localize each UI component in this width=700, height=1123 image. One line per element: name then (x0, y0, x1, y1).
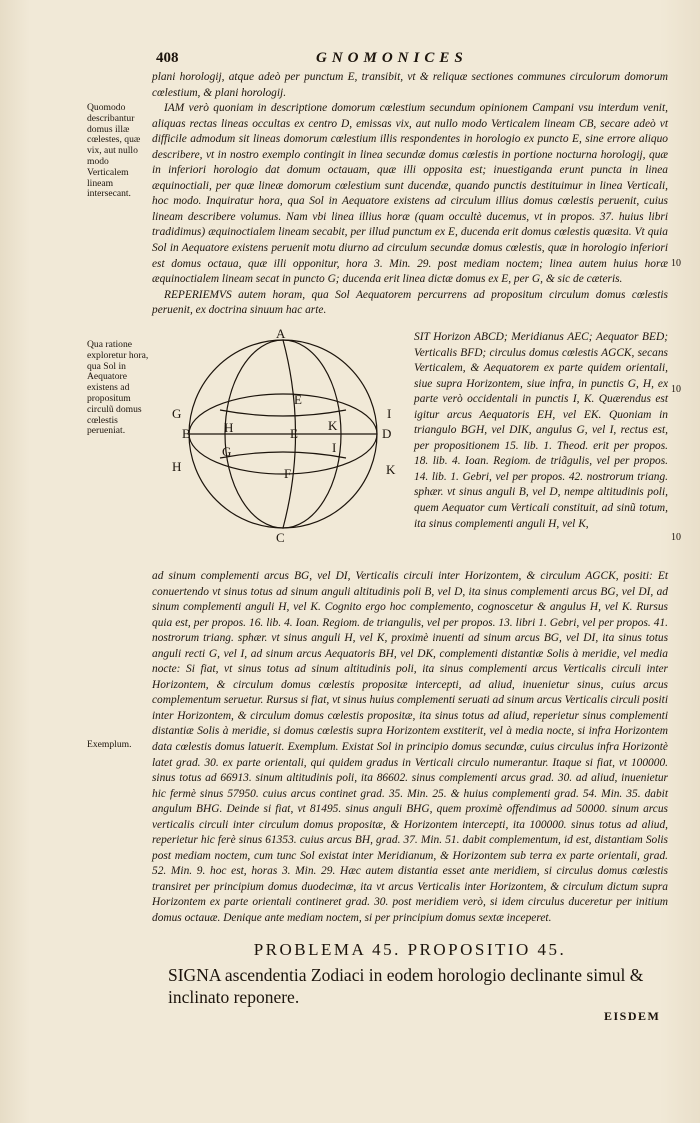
label-e-upper: E (294, 392, 302, 407)
lower-arc (220, 452, 346, 458)
paragraph-2: IAM verò quoniam in descriptione domorum cœlestium secundum opinionem Campani vsu interdum venit, aliquas rectas lineas occultas ex centro D, emissas vix, aut nullo modo Verticalem lineam CB, secare adeò vt difficile admodum sit lineas domorum cœlestium illis respondentes in horologio ex puncto E, sine errore aliquo describere, vt in nostro exemplo contingit in linea secundæ domus cœlestis in portione nocturna horologij, quæ in inferiori horologio dat domum octauam, quæ illi opposita est; inuestiganda erunt puncta in linea æquinoctiali, per quæ lineæ domorum cœlestium sunt ducendæ, quando punctis destituimur in linea Verticali, hoc modo. Inquiratur hora, qua Sol in Aequatore existens ad circulum illius domus cœlestis peruenit, cuius lineam describere volumus. Nam vbi linea illius horæ (quam occultè ducemus, vt in propos. 37. huius libri tradidimus) æquinoctialem lineam secabit, per illud punctum ex E, ducenda erit domus cœlestis quæsita. Vt quia Sol in Aequatore existens peruenit motu diurno ad circulum secundæ domus cœlestis, quæ in horologio inferiori est domus octaua, quæ illi opponitur, hora 3. Min. 29. post mediam noctem; linea autem huius horæ æquinoctialem lineam secat in puncto G; ducenda erit linea dictæ domus ex E, per G, & sic de cæteris. (152, 102, 668, 286)
running-title: GNOMONICES (316, 50, 468, 66)
page-header (156, 50, 676, 70)
problem-title: PROBLEMA 45. PROPOSITIO 45. (253, 940, 567, 959)
label-i-outer: I (387, 406, 392, 421)
margin-note-2: Qua ratione exploretur hora, qua Sol in Aequatore existens ad propositum circulũ domus cœlestis perueniat. (87, 339, 149, 437)
right-margin-mark-1: 10 (671, 258, 681, 269)
label-d: D (382, 426, 392, 441)
label-a: A (276, 326, 286, 341)
label-i-inner: I (332, 440, 337, 455)
label-k-inner: K (328, 418, 338, 433)
sphere-diagram (158, 326, 408, 546)
paragraph-3: REPERIEMVS autem horam, qua Sol Aequatorem percurrens ad propositum circulum domus cœlestis peruenit, ex doctrina sinuum hac arte. (152, 288, 668, 317)
signa-text: SIGNA ascendentia Zodiaci in eodem horologio declinante simul & inclinato reponere. (168, 965, 644, 1007)
label-g-inner: G (222, 444, 232, 459)
right-column-text: SIT Horizon ABCD; Meridianus AEC; Aequator BED; Verticalis BFD; circulus domus cœlestis AGCK, secans Verticalem, & Aequatorem ex parte quidem orientali, siue supra Horizontem, siue infra, in punctis G, H, ex parte verò occidentali in punctis I, K. Quærendus est igitur arcus Aequatoris EH, vel EK. Quoniam in triangulo BGH, vel DIK, angulus G, vel I, rectus est, per propositionem 15. lib. 1. Theod. erit per propos. 18. lib. 4. Ioan. Regiom. de triãgulis, vel per propos. 14. lib. 1. Gebri, vel per propos. 42. nostrorum triang. sphær. vt sinus anguli B, vel D, nempe altitudinis poli, quem Aequator cum Verticali constituit, ad sinũ totum, ita sinus complementi anguli H, vel K, (414, 331, 668, 530)
continuation-text: ad sinum complementi arcus BG, vel DI, Verticalis circuli inter Horizontem, & circulum AGCK, positi: Et conuertendo vt sinus totus ad sinum anguli altitudinis poli B, vel D, ita sinus complementi arcus BG, vel DI, ad sinum complementi anguli H, vel K. Cognito ergo hoc complemento, cognoscetur & angulus H, vel K. Rursus quia est, per propos. 16. lib. 4. Ioan. Regiom. de triangulis, vel per propos. 13. libri 1. Gebri, vel per propos. 41. nostrorum triang. sphær. vt sinus anguli H, vel K, proximè inuenti ad sinum arcus BG, vel DI, ita sinus totus anguli recti G, vel I, ad sinum arcus Aequatoris BH, vel DK, complementi distantiæ Solis à meridie, vel media nocte: Si fiat, vt sinus totus ad sinum altitudinis poli, ita sinus complementi arcus Verticalis circuli inter Horizontem, & circulum domus cœlestis propositæ intercepti, ad aliud, inuenietur sinus, cuius arcus complementum seruetur. Rursus si fiat, vt sinus huius complementi seruati ad sinum arcus Verticalis circuli positi inter Horizontem, & circulum domus cœlestis propositæ, ita sinus totus ad aliud, reperietur sinus complementi distantiæ Solis à meridie, si domus cœlestis supra Horizontem exstiterit, vel à media nocte, si infra Horizontem data cœlestis domus latuerit. Exemplum. Existat Sol in principio domus secundæ, cuius circulus infra Horizontè latet grad. 30. ex parte orientali, qui quidem gradus in Verticali circulo numerantur. Itaque si fiat, vt 100000. sinus totus ad 66913. sinum altitudinis poli, ita 86602. sinus complementi arcus grad. 30. ad aliud, inuenietur hic fermè sinus 57950. cuius arcus continet grad. 35. Min. 25. & huius complementi grad. 54. Min. 35. dabit angulum BHG. Deinde si fiat, vt 81495. sinus anguli BHG, quem proximè offendimus ad 50000. sinum arcus verticalis circuli inter circulum domus propositæ, & Horizontem intercepti, ita 100000. sinus totus ad aliud, reperietur hic ferè sinus 61353. cuius arcus BH, grad. 37. Min. 51. dabit complementum, id est, distantiam Solis post mediam noctem, cum tunc Sol existat inter Meridianum, & Horizontem sub terra ex parte orientali, grad. 52. Min. 9. hoc est, horas 3. Min. 29. Hæc autem distantia esset ante meridiem, si circulus domus cœlestis transiret per principium domus duodecimæ, ita vt arcus Verticalis inter Horizontem, & circulum dictum supra Horizontem ex parte orientali contineret grad. 30. post meridiem verò, si idem circulus duceretur per initium domus octauæ. Denique ante mediam noctem, si per principium domus sextæ inceperet. (152, 570, 668, 925)
label-h-outer: H (172, 459, 182, 474)
label-e-center: E (290, 426, 298, 441)
right-margin-mark-2: 10 (671, 384, 681, 395)
label-g-outer: G (172, 406, 182, 421)
margin-note-3: Exemplum. (87, 739, 132, 750)
label-c: C (276, 530, 285, 545)
catchword: EISDEM (604, 1009, 661, 1023)
label-k-outer: K (386, 462, 396, 477)
paragraph-1: plani horologij, atque adeò per punctum E, transibit, vt & reliquæ sectiones communes circulorum domorum cœlestium, & plani horologij. (152, 71, 668, 99)
label-f: F (284, 466, 292, 481)
right-margin-mark-3: 10 (671, 532, 681, 543)
upper-arc (220, 410, 346, 416)
margin-note-1: Quomodo describantur domus illæ cœlestes, quæ vix, aut nullo modo Verticalem lineam intersecant. (87, 102, 141, 200)
page-number: 408 (156, 50, 179, 66)
lead-text (152, 70, 668, 319)
label-h-inner: H (224, 420, 234, 435)
label-b: B (182, 426, 191, 441)
